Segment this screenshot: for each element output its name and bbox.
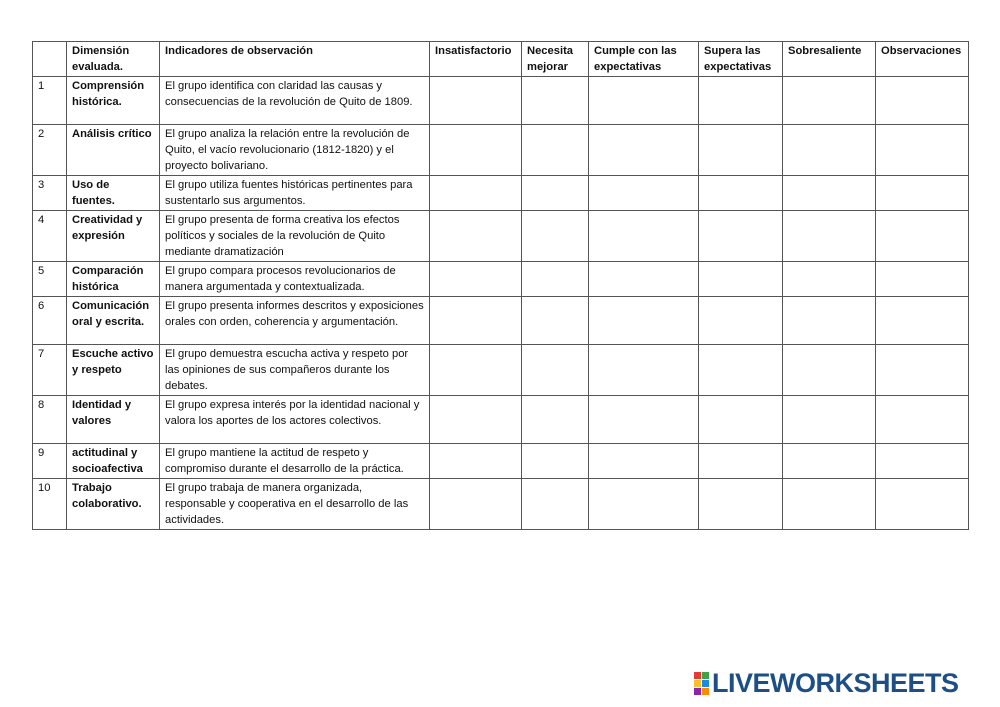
cell-insatisfactorio[interactable] (430, 77, 522, 125)
header-number (33, 42, 67, 77)
header-observaciones: Observaciones (876, 42, 969, 77)
logo-block (694, 688, 701, 695)
cell-sobresaliente[interactable] (783, 444, 876, 479)
row-number: 7 (33, 345, 67, 396)
cell-necesita-mejorar[interactable] (522, 262, 589, 297)
row-number: 3 (33, 176, 67, 211)
cell-supera[interactable] (699, 479, 783, 530)
row-indicator: El grupo compara procesos revolucionarios de manera argumentada y contextualizada. (160, 262, 430, 297)
cell-observaciones[interactable] (876, 396, 969, 444)
cell-insatisfactorio[interactable] (430, 176, 522, 211)
cell-sobresaliente[interactable] (783, 77, 876, 125)
logo-block (702, 688, 709, 695)
cell-sobresaliente[interactable] (783, 396, 876, 444)
header-necesita-mejorar: Necesita mejorar (522, 42, 589, 77)
row-indicator: El grupo presenta informes descritos y exposiciones orales con orden, coherencia y argumentación. (160, 297, 430, 345)
cell-necesita-mejorar[interactable] (522, 396, 589, 444)
table-row (33, 262, 969, 297)
cell-sobresaliente[interactable] (783, 297, 876, 345)
row-number: 4 (33, 211, 67, 262)
cell-observaciones[interactable] (876, 479, 969, 530)
row-indicator: El grupo mantiene la actitud de respeto y compromiso durante el desarrollo de la práctica. (160, 444, 430, 479)
cell-supera[interactable] (699, 77, 783, 125)
cell-sobresaliente[interactable] (783, 479, 876, 530)
row-dimension: Análisis crítico (67, 125, 160, 176)
table-row (33, 396, 969, 444)
cell-supera[interactable] (699, 345, 783, 396)
cell-insatisfactorio[interactable] (430, 396, 522, 444)
cell-cumple[interactable] (589, 396, 699, 444)
cell-insatisfactorio[interactable] (430, 125, 522, 176)
cell-supera[interactable] (699, 211, 783, 262)
row-number: 9 (33, 444, 67, 479)
cell-cumple[interactable] (589, 297, 699, 345)
logo-block (702, 680, 709, 687)
row-dimension: actitudinal y socioafectiva (67, 444, 160, 479)
cell-observaciones[interactable] (876, 297, 969, 345)
cell-cumple[interactable] (589, 211, 699, 262)
cell-observaciones[interactable] (876, 211, 969, 262)
row-dimension: Comunicación oral y escrita. (67, 297, 160, 345)
table-row (33, 125, 969, 176)
liveworksheets-logo (694, 668, 959, 698)
row-indicator: El grupo analiza la relación entre la revolución de Quito, el vacío revolucionario (1812-1820) y el proyecto bolivariano. (160, 125, 430, 176)
cell-necesita-mejorar[interactable] (522, 297, 589, 345)
header-supera: Supera las expectativas (699, 42, 783, 77)
header-cumple: Cumple con las expectativas (589, 42, 699, 77)
cell-necesita-mejorar[interactable] (522, 211, 589, 262)
header-insatisfactorio: Insatisfactorio (430, 42, 522, 77)
table-row (33, 444, 969, 479)
row-indicator: El grupo identifica con claridad las causas y consecuencias de la revolución de Quito de 1809. (160, 77, 430, 125)
cell-cumple[interactable] (589, 345, 699, 396)
row-indicator: El grupo expresa interés por la identidad nacional y valora los aportes de los actores colectivos. (160, 396, 430, 444)
row-dimension: Escuche activo y respeto (67, 345, 160, 396)
cell-necesita-mejorar[interactable] (522, 77, 589, 125)
cell-insatisfactorio[interactable] (430, 444, 522, 479)
cell-cumple[interactable] (589, 479, 699, 530)
cell-insatisfactorio[interactable] (430, 297, 522, 345)
row-number: 5 (33, 262, 67, 297)
cell-observaciones[interactable] (876, 345, 969, 396)
cell-necesita-mejorar[interactable] (522, 444, 589, 479)
table-row (33, 77, 969, 125)
cell-observaciones[interactable] (876, 125, 969, 176)
cell-observaciones[interactable] (876, 262, 969, 297)
cell-supera[interactable] (699, 444, 783, 479)
row-number: 2 (33, 125, 67, 176)
cell-supera[interactable] (699, 176, 783, 211)
row-number: 10 (33, 479, 67, 530)
cell-cumple[interactable] (589, 444, 699, 479)
row-indicator: El grupo trabaja de manera organizada, responsable y cooperativa en el desarrollo de las actividades. (160, 479, 430, 530)
rubric-table (32, 41, 969, 530)
row-dimension: Trabajo colaborativo. (67, 479, 160, 530)
header-row (33, 42, 969, 77)
header-sobresaliente: Sobresaliente (783, 42, 876, 77)
row-dimension: Comparación histórica (67, 262, 160, 297)
cell-necesita-mejorar[interactable] (522, 479, 589, 530)
row-dimension: Comprensión histórica. (67, 77, 160, 125)
cell-supera[interactable] (699, 125, 783, 176)
table-row (33, 297, 969, 345)
row-number: 8 (33, 396, 67, 444)
table-row (33, 176, 969, 211)
row-dimension: Creatividad y expresión (67, 211, 160, 262)
row-dimension: Uso de fuentes. (67, 176, 160, 211)
cell-supera[interactable] (699, 262, 783, 297)
cell-observaciones[interactable] (876, 176, 969, 211)
cell-insatisfactorio[interactable] (430, 345, 522, 396)
row-number: 6 (33, 297, 67, 345)
cell-necesita-mejorar[interactable] (522, 125, 589, 176)
table-row (33, 345, 969, 396)
cell-supera[interactable] (699, 297, 783, 345)
logo-block (694, 672, 701, 679)
row-dimension: Identidad y valores (67, 396, 160, 444)
logo-blocks-icon (694, 672, 709, 695)
cell-necesita-mejorar[interactable] (522, 345, 589, 396)
cell-cumple[interactable] (589, 125, 699, 176)
cell-insatisfactorio[interactable] (430, 262, 522, 297)
cell-sobresaliente[interactable] (783, 211, 876, 262)
row-indicator: El grupo utiliza fuentes históricas pertinentes para sustentarlo sus argumentos. (160, 176, 430, 211)
header-indicators: Indicadores de observación (160, 42, 430, 77)
cell-insatisfactorio[interactable] (430, 479, 522, 530)
cell-supera[interactable] (699, 396, 783, 444)
header-dimension: Dimensión evaluada. (67, 42, 160, 77)
cell-cumple[interactable] (589, 77, 699, 125)
cell-sobresaliente[interactable] (783, 125, 876, 176)
logo-block (694, 680, 701, 687)
row-indicator: El grupo demuestra escucha activa y respeto por las opiniones de sus compañeros durante los debates. (160, 345, 430, 396)
cell-sobresaliente[interactable] (783, 345, 876, 396)
logo-block (702, 672, 709, 679)
cell-observaciones[interactable] (876, 444, 969, 479)
table-row (33, 211, 969, 262)
cell-insatisfactorio[interactable] (430, 211, 522, 262)
table-row (33, 479, 969, 530)
logo-text: LIVEWORKSHEETS (712, 668, 959, 698)
row-number: 1 (33, 77, 67, 125)
cell-cumple[interactable] (589, 262, 699, 297)
cell-observaciones[interactable] (876, 77, 969, 125)
cell-cumple[interactable] (589, 176, 699, 211)
cell-sobresaliente[interactable] (783, 262, 876, 297)
cell-necesita-mejorar[interactable] (522, 176, 589, 211)
row-indicator: El grupo presenta de forma creativa los efectos políticos y sociales de la revolución de Quito mediante dramatización (160, 211, 430, 262)
cell-sobresaliente[interactable] (783, 176, 876, 211)
